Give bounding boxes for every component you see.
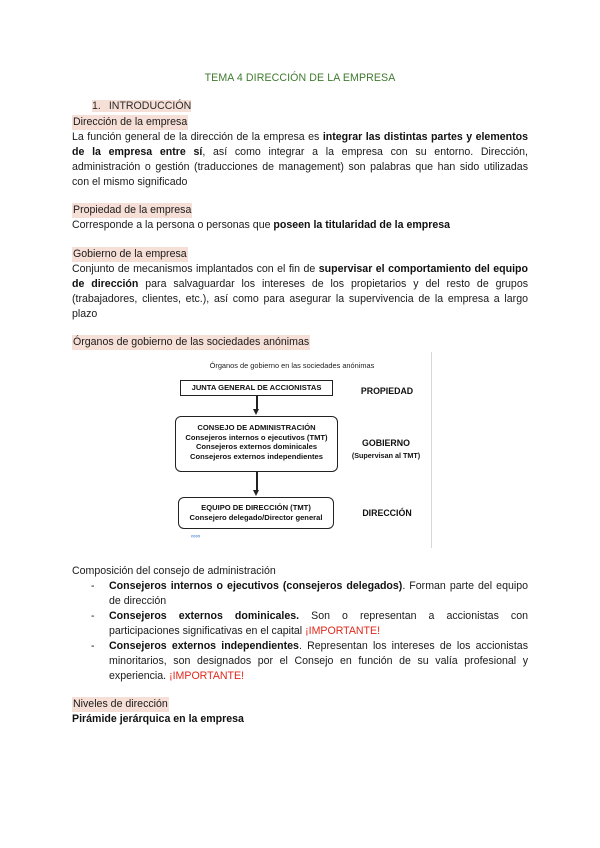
text-run: La función general de la dirección de la empresa es <box>72 131 323 143</box>
section-composicion <box>72 564 528 684</box>
text-run: . Representan los intereses de los accionistas minoritarios, son designados por el Consejo en función de su valía profesional y experiencia. <box>109 640 528 682</box>
equipo-title: EQUIPO DE DIRECCIÓN (TMT) <box>201 503 311 512</box>
subheading-propiedad: Propiedad de la empresa <box>73 204 192 216</box>
list-item <box>72 579 528 609</box>
subheading-gobierno: Gobierno de la empresa <box>73 248 187 260</box>
bold-run: Consejeros externos independientes <box>109 640 299 652</box>
bold-run: integrar las distintas partes y elementos de la empresa entre sí <box>72 131 528 158</box>
section-propiedad <box>72 203 528 233</box>
watermark-logo: ∞∞ <box>191 533 201 540</box>
text-run: . Forman parte del equipo de dirección <box>109 580 528 607</box>
text-run: , así como integrar a la empresa con su entorno. Dirección, administración o gestión (traducciones de management) son palabras que han sido utilizadas con el mismo significado <box>72 146 528 188</box>
bold-run: Consejeros externos dominicales. <box>109 610 300 622</box>
important-tag: ¡IMPORTANTE! <box>169 670 245 682</box>
consejo-title: CONSEJO DE ADMINISTRACIÓN <box>197 423 316 432</box>
text-run: para salvaguardar los intereses de los propietarios y del resto de grupos (trabajadores, clientes, etc.), así como para asegurar la supervivencia de la empresa a largo plazo <box>72 278 529 320</box>
subheading-direccion: Dirección de la empresa <box>73 116 188 128</box>
consejo-line-1: Consejeros internos o ejecutivos (TMT) <box>185 432 328 442</box>
label-gobierno <box>342 436 430 460</box>
box-junta-general: JUNTA GENERAL DE ACCIONISTAS <box>180 380 333 396</box>
section-number: 1. <box>92 100 101 112</box>
consejo-line-3: Consejeros externos independientes <box>190 451 323 461</box>
section-gobierno <box>72 247 528 322</box>
gobierno-sublabel: (Supervisan al TMT) <box>351 451 421 460</box>
bold-run: poseen la titularidad de la empresa <box>273 219 451 231</box>
text-run: Son o representan a accionistas con participaciones significativas en el capital <box>109 610 528 637</box>
paragraph-direccion <box>72 130 528 190</box>
paragraph-gobierno <box>72 262 528 322</box>
org-chart-figure <box>172 352 432 548</box>
arrow-head-1 <box>253 409 259 415</box>
gobierno-label: GOBIERNO <box>362 438 410 448</box>
arrow-line-2 <box>256 472 258 491</box>
list-item <box>72 609 528 639</box>
subheading-niveles: Niveles de dirección <box>73 698 168 710</box>
arrow-line-1 <box>256 396 258 410</box>
bold-run: Consejeros internos o ejecutivos (consejeros delegados) <box>109 580 403 592</box>
box-consejo-administracion <box>175 416 338 472</box>
section-direccion <box>72 115 528 190</box>
document-title: TEMA 4 DIRECCIÓN DE LA EMPRESA <box>204 72 396 84</box>
arrow-head-2 <box>253 490 259 496</box>
section-niveles <box>72 697 528 727</box>
label-propiedad: PROPIEDAD <box>360 386 414 396</box>
equipo-line-1: Consejero delegado/Director general <box>189 512 323 522</box>
subheading-organos: Órganos de gobierno de las sociedades anónimas <box>73 336 310 348</box>
composicion-intro: Composición del consejo de administración <box>72 565 276 577</box>
section-heading-introduccion <box>92 99 191 114</box>
section-organos <box>72 335 528 350</box>
figure-caption: Órganos de gobierno en las sociedades anónimas <box>209 361 375 370</box>
composicion-list <box>72 579 528 684</box>
section-label: INTRODUCCIÓN <box>108 100 192 112</box>
consejo-line-2: Consejeros externos dominicales <box>195 442 318 451</box>
text-run: Conjunto de mecanismos implantados con el fin de <box>72 263 319 275</box>
niveles-subtitle: Pirámide jerárquica en la empresa <box>72 713 244 725</box>
paragraph-propiedad <box>72 218 528 233</box>
bold-run: supervisar el comportamiento del equipo de dirección <box>72 263 529 290</box>
important-tag: ¡IMPORTANTE! <box>305 625 381 637</box>
list-item <box>72 639 528 684</box>
label-direccion: DIRECCIÓN <box>362 508 412 518</box>
text-run: Corresponde a la persona o personas que <box>72 219 274 231</box>
box-equipo-direccion <box>178 497 334 529</box>
